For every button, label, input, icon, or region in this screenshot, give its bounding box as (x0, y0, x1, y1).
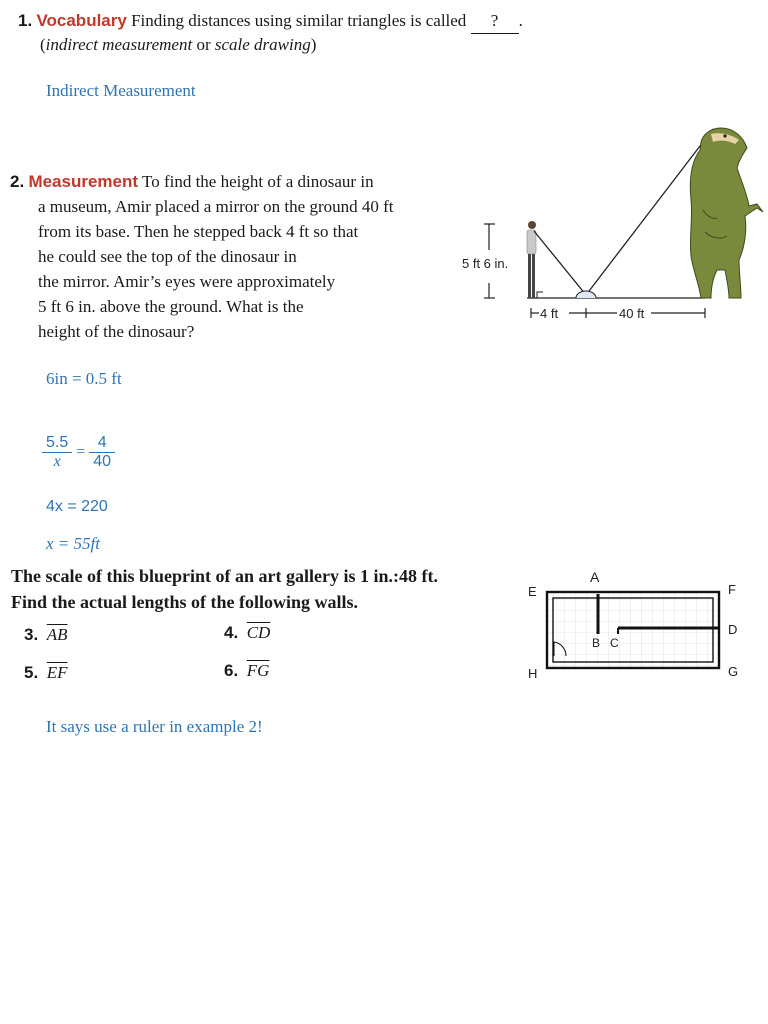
wall-item-number: 4. (224, 623, 239, 642)
wall-item-label: $\overline{AB}$ (46, 625, 68, 644)
distance-40ft-label: 40 ft (619, 306, 645, 321)
options-open-paren: ( (40, 35, 46, 54)
dinosaur-icon (690, 128, 763, 298)
question-2-number: 2. (10, 172, 25, 191)
wall-item-3 (24, 622, 67, 647)
blueprint-intro-line-1: The scale of this blueprint of an art gallery is 1 in.:48 ft. (11, 566, 438, 586)
question-1-number: 1. (18, 11, 33, 30)
wall-item-number: 3. (24, 625, 39, 644)
wall-item-5 (24, 660, 67, 685)
work-conversion: 6in = 0.5 ft (46, 369, 122, 388)
question-2-text-line: the mirror. Amir’s eyes were approximately (38, 272, 336, 291)
question-1-answer: Indirect Measurement (46, 81, 196, 100)
point-f-label: F (728, 582, 736, 597)
ruler-note: It says use a ruler in example 2! (46, 717, 263, 736)
mirror-icon (576, 291, 596, 298)
dinosaur-mirror-figure (455, 120, 768, 330)
question-2-body (10, 194, 500, 344)
question-1-options (40, 32, 316, 57)
distance-4ft-label: 4 ft (540, 306, 559, 321)
option-or: or (196, 35, 211, 54)
question-2-heading: Measurement (28, 172, 139, 191)
blueprint-drawing (520, 566, 750, 684)
point-e-label: E (528, 584, 537, 599)
question-1-blank: ? (471, 8, 519, 34)
question-2-text-line: 5 ft 6 in. above the ground. What is the (38, 297, 304, 316)
work-equation-2: 4x = 220 (46, 498, 108, 515)
question-1-text: Finding distances using similar triangles is called (131, 11, 467, 30)
options-close-paren: ) (310, 35, 317, 54)
question-2-text-line: from its base. Then he stepped back 4 ft so that (38, 222, 359, 241)
point-g-label: G (728, 664, 739, 679)
equals-sign: = (76, 443, 86, 461)
point-c-label: C (610, 636, 619, 650)
point-h-label: H (528, 666, 538, 681)
option-indirect-measurement: indirect measurement (45, 35, 193, 54)
option-scale-drawing: scale drawing (214, 35, 311, 54)
wall-item-number: 6. (224, 661, 239, 680)
wall-item-4 (224, 620, 270, 645)
wall-item-number: 5. (24, 663, 39, 682)
blueprint-intro (11, 563, 438, 615)
fraction-right-denominator: 40 (89, 452, 115, 471)
question-1-heading: Vocabulary (36, 11, 127, 30)
fraction-left (42, 434, 72, 471)
fraction-right-numerator: 4 (97, 434, 107, 451)
fraction-left-numerator: 5.5 (46, 434, 69, 451)
point-d-label: D (728, 622, 738, 637)
question-2-text-line: a museum, Amir placed a mirror on the ground 40 ft (38, 197, 394, 216)
question-1 (18, 8, 758, 34)
question-2-text-line: height of the dinosaur? (38, 322, 195, 341)
wall-item-label: $\overline{CD}$ (246, 623, 271, 642)
height-label: 5 ft 6 in. (462, 256, 509, 271)
point-a-label: A (590, 569, 600, 585)
work-proportion (42, 434, 115, 471)
wall-item-label: $\overline{FG}$ (246, 661, 270, 680)
fraction-left-denominator: x (42, 452, 72, 471)
question-2-text-line: To find the height of a dinosaur in (142, 172, 374, 191)
question-1-end: . (518, 11, 523, 30)
question-2 (10, 169, 500, 344)
work-equation-3: x = 55ft (46, 534, 100, 553)
wall-item-label: $\overline{EF}$ (46, 663, 68, 682)
fraction-right (89, 434, 115, 471)
point-b-label: B (592, 636, 601, 650)
question-2-text-line: he could see the top of the dinosaur in (38, 247, 297, 266)
question-2-line-1 (10, 169, 500, 194)
wall-item-6 (224, 658, 269, 683)
blueprint-intro-line-2: Find the actual lengths of the following walls. (11, 592, 359, 612)
